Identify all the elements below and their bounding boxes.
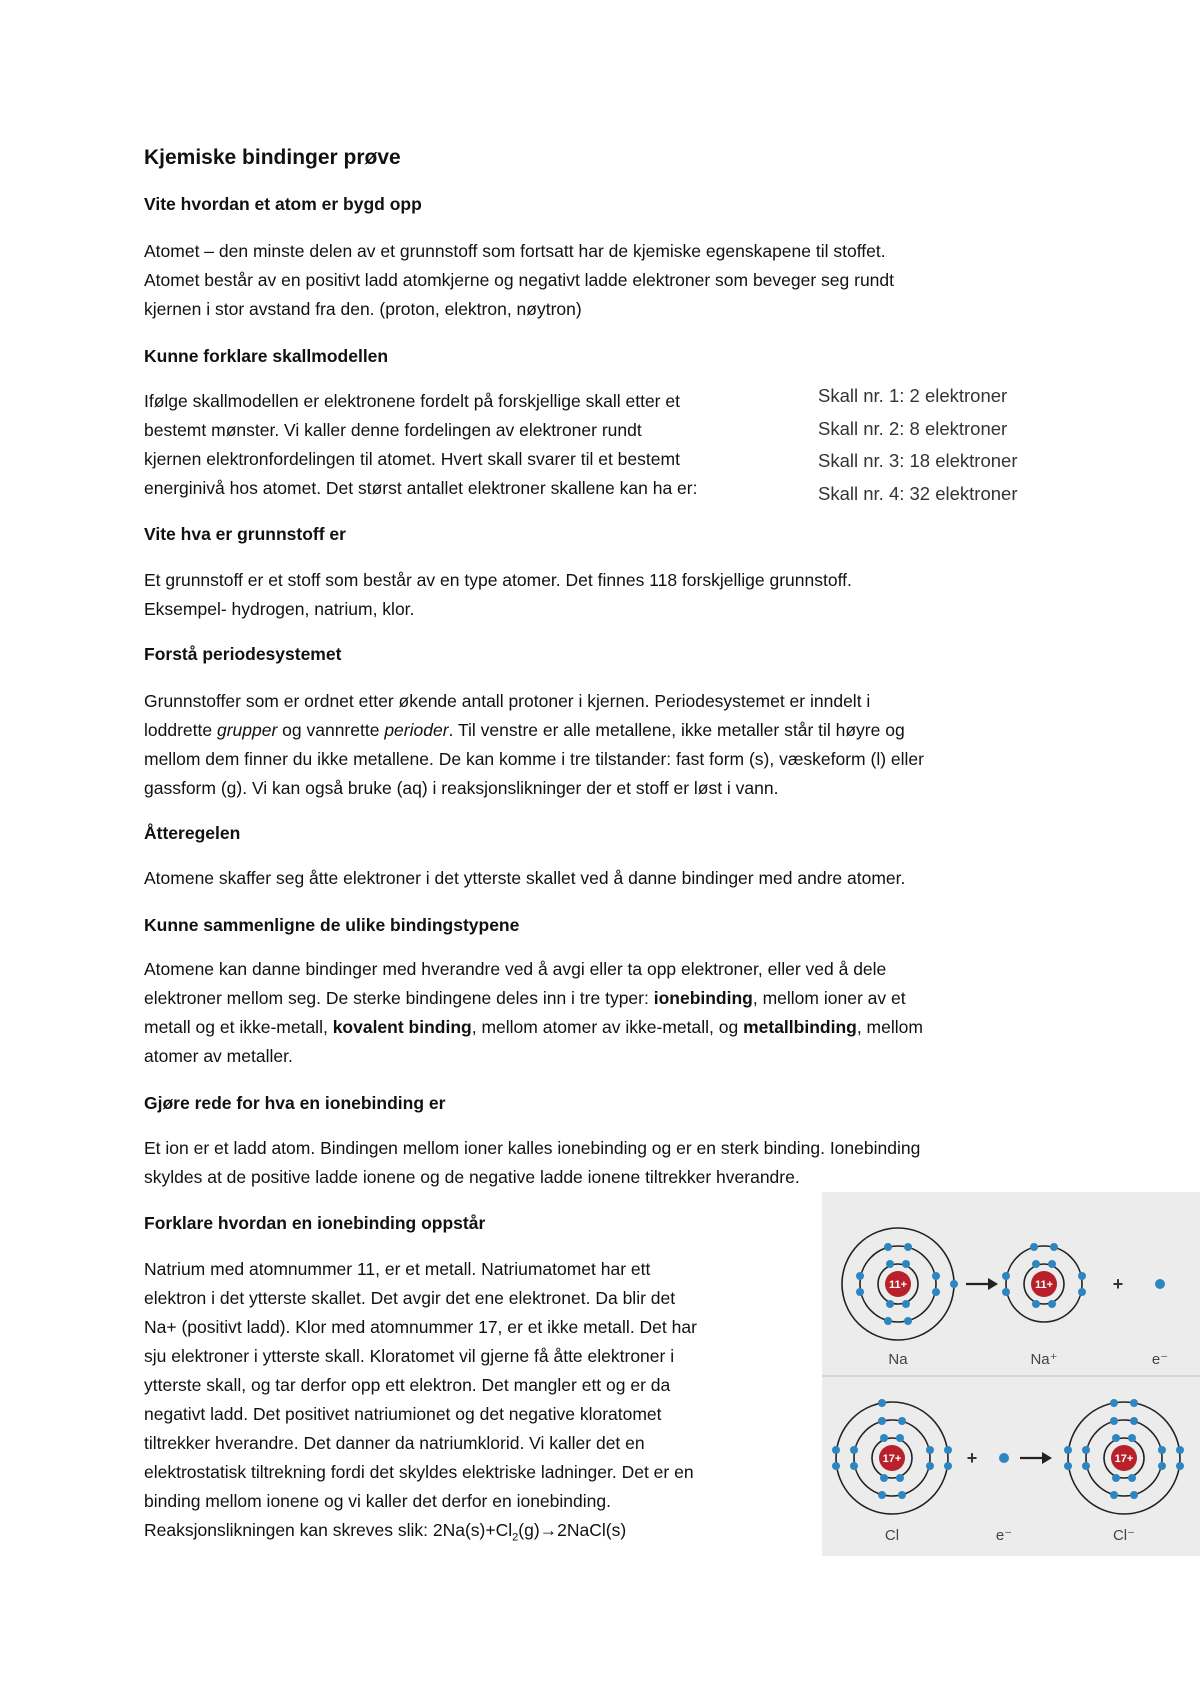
page-title: Kjemiske bindinger prøve [144, 146, 401, 169]
para-bond-line: Atomene kan danne bindinger med hverandre ved å avgi eller ta opp elektroner, eller ved å dele [144, 959, 887, 979]
subscript: 2 [512, 1531, 519, 1544]
para-atom-line: Atomet består av en positivt ladd atomkjerne og negativt ladde elektroner som beveger seg rundt [144, 270, 895, 290]
para-formation-line: ytterste skall, og tar derfor opp ett elektron. Det mangler ett og er da [144, 1375, 671, 1395]
text-run: , mellom [856, 1017, 923, 1037]
para-ionic-bond [144, 1134, 920, 1192]
para-element [144, 566, 852, 624]
para-bond-line [144, 984, 923, 1013]
reaction-arrow-icon: → [539, 1520, 558, 1540]
plus-sign: + [1112, 1274, 1124, 1294]
para-periodic-line: Grunnstoffer som er ordnet etter økende antall protoner i kjernen. Periodesystemet er inndelt i [144, 691, 871, 711]
text-run: 2NaCl(s) [557, 1520, 627, 1540]
arrow-icon [1042, 1452, 1052, 1464]
plus-sign: + [966, 1448, 978, 1468]
shell-capacity-item: Skall nr. 2: 8 elektroner [818, 417, 1008, 439]
na-ion [1002, 1243, 1086, 1322]
cl-ion [1064, 1399, 1184, 1514]
incoming-electron [999, 1453, 1009, 1463]
para-bond-types [144, 955, 923, 1071]
label-cl-ion: Cl⁻ [1112, 1527, 1136, 1544]
heading-atom: Vite hvordan et atom er bygd opp [144, 194, 422, 214]
heading-bond-types: Kunne sammenligne de ulike bindingstypene [144, 915, 520, 935]
para-formation-line: elektrostatisk tiltrekning fordi det skyldes elektriske ladninger. Det er en [144, 1462, 694, 1482]
cl-nucleus-label: 17+ [882, 1453, 902, 1465]
para-periodic-line: gassform (g). Vi kan også bruke (aq) i reaksjonslikninger der et stoff er løst i vann. [144, 778, 779, 798]
para-periodic-line: mellom dem finner du ikke metallene. De kan komme i tre tilstander: fast form (s), væskeform (l) eller [144, 749, 924, 769]
heading-ionic-bond: Gjøre rede for hva en ionebinding er [144, 1093, 446, 1113]
na-atom [842, 1228, 958, 1340]
para-octet-line: Atomene skaffer seg åtte elektroner i det ytterste skallet ved å danne bindinger med andre atomer. [144, 868, 906, 888]
heading-octet-rule: Åtteregelen [144, 823, 241, 843]
text-run: . Til venstre er alle metallene, ikke metaller står til høyre og [448, 720, 905, 740]
text-run: og vannrette [277, 720, 385, 740]
para-ionic-line: skyldes at de positive ladde ionene og de negative ladde ionene tiltrekker hverandre. [144, 1167, 800, 1187]
para-formation-line: Natrium med atomnummer 11, er et metall. Natriumatomet har ett [144, 1259, 651, 1279]
heading-ionic-formation: Forklare hvordan en ionebinding oppstår [144, 1213, 486, 1233]
electron-transfer-figure [822, 1192, 1200, 1556]
shell-capacity-item: Skall nr. 3: 18 elektroner [818, 450, 1018, 471]
free-electron [1155, 1279, 1165, 1289]
para-periodic-table [144, 687, 924, 803]
cl-ion-nucleus-label: 17+ [1114, 1453, 1134, 1465]
electron-transfer-svg [822, 1192, 1200, 1556]
para-bond-line: atomer av metaller. [144, 1046, 293, 1066]
para-shell-line: bestemt mønster. Vi kaller denne fordelingen av elektroner rundt [144, 420, 642, 440]
para-element-line: Eksempel- hydrogen, natrium, klor. [144, 599, 415, 619]
text-run: (g) [518, 1520, 540, 1540]
label-na: Na [888, 1351, 908, 1368]
text-run: , mellom atomer av ikke-metall, og [471, 1017, 744, 1037]
na-valence-electron [950, 1280, 958, 1288]
para-formation-line: elektron i det ytterste skallet. Det avgir det ene elektronet. Da blir det [144, 1288, 676, 1308]
label-electron: e⁻ [1151, 1351, 1169, 1368]
term-metallbinding: metallbinding [743, 1017, 857, 1037]
label-cl: Cl [884, 1527, 900, 1544]
para-formation-line: sju elektroner i ytterste skall. Kloratomet vil gjerne få åtte elektroner i [144, 1346, 675, 1366]
label-na-ion: Na⁺ [1030, 1351, 1058, 1368]
para-shell-line: energinivå hos atomet. Det størst antallet elektroner skallene kan ha er: [144, 478, 698, 498]
para-atom-line: Atomet – den minste delen av et grunnstoff som fortsatt har de kjemiske egenskapene til stoffet. [144, 241, 886, 261]
text-run: loddrette [144, 720, 217, 740]
text-run: Reaksjonslikningen kan skreves slik: 2Na(s)+Cl [144, 1520, 513, 1540]
shell-capacity-item: Skall nr. 1: 2 elektroner [818, 385, 1008, 406]
label-electron: e⁻ [995, 1527, 1013, 1544]
na-nucleus-label: 11+ [888, 1279, 908, 1291]
para-octet-rule [144, 864, 905, 893]
para-element-line: Et grunnstoff er et stoff som består av en type atomer. Det finnes 118 forskjellige grunnstoff. [144, 570, 852, 590]
term-ionebinding: ionebinding [653, 988, 753, 1008]
heading-element: Vite hva er grunnstoff er [144, 524, 346, 544]
term-kovalent-binding: kovalent binding [332, 1017, 472, 1037]
para-formation-line: Na+ (positivt ladd). Klor med atomnummer 17, er et ikke metall. Det har [144, 1317, 697, 1337]
text-run: metall og et ikke-metall, [144, 1017, 333, 1037]
term-perioder: perioder [384, 720, 449, 740]
para-shell-model [144, 387, 697, 503]
na-ion-nucleus-label: 11+ [1034, 1279, 1054, 1291]
shell-capacity-item: Skall nr. 4: 32 elektroner [818, 482, 1018, 504]
cl-atom [832, 1399, 952, 1514]
text-run: , mellom ioner av et [752, 988, 906, 1008]
text-run: elektroner mellom seg. De sterke bindingene deles inn i tre typer: [144, 988, 654, 1008]
para-bond-line [144, 1013, 923, 1042]
para-atom-line: kjernen i stor avstand fra den. (proton, elektron, nøytron) [144, 299, 582, 319]
para-shell-line: kjernen elektronfordelingen til atomet. Hvert skall svarer til et bestemt [144, 449, 680, 469]
para-formation-line: binding mellom ionene og vi kaller det derfor en ionebinding. [144, 1491, 611, 1511]
shell-capacity-list [818, 380, 1018, 510]
para-atom [144, 237, 894, 324]
para-formation-line: tiltrekker hverandre. Det danner da natriumklorid. Vi kaller det en [144, 1433, 645, 1453]
para-ionic-line: Et ion er et ladd atom. Bindingen mellom ioner kalles ionebinding og er en sterk binding. Ionebinding [144, 1138, 921, 1158]
para-formation-line: negativt ladd. Det positivet natriumionet og det negative kloratomet [144, 1404, 662, 1424]
arrow-icon [988, 1278, 998, 1290]
heading-periodic-table: Forstå periodesystemet [144, 644, 342, 664]
term-grupper: grupper [216, 720, 278, 740]
reaction-equation [144, 1516, 697, 1553]
para-shell-line: Ifølge skallmodellen er elektronene fordelt på forskjellige skall etter et [144, 391, 680, 411]
heading-shell-model: Kunne forklare skallmodellen [144, 346, 389, 366]
para-ionic-formation [144, 1255, 697, 1553]
para-periodic-line [144, 716, 924, 745]
